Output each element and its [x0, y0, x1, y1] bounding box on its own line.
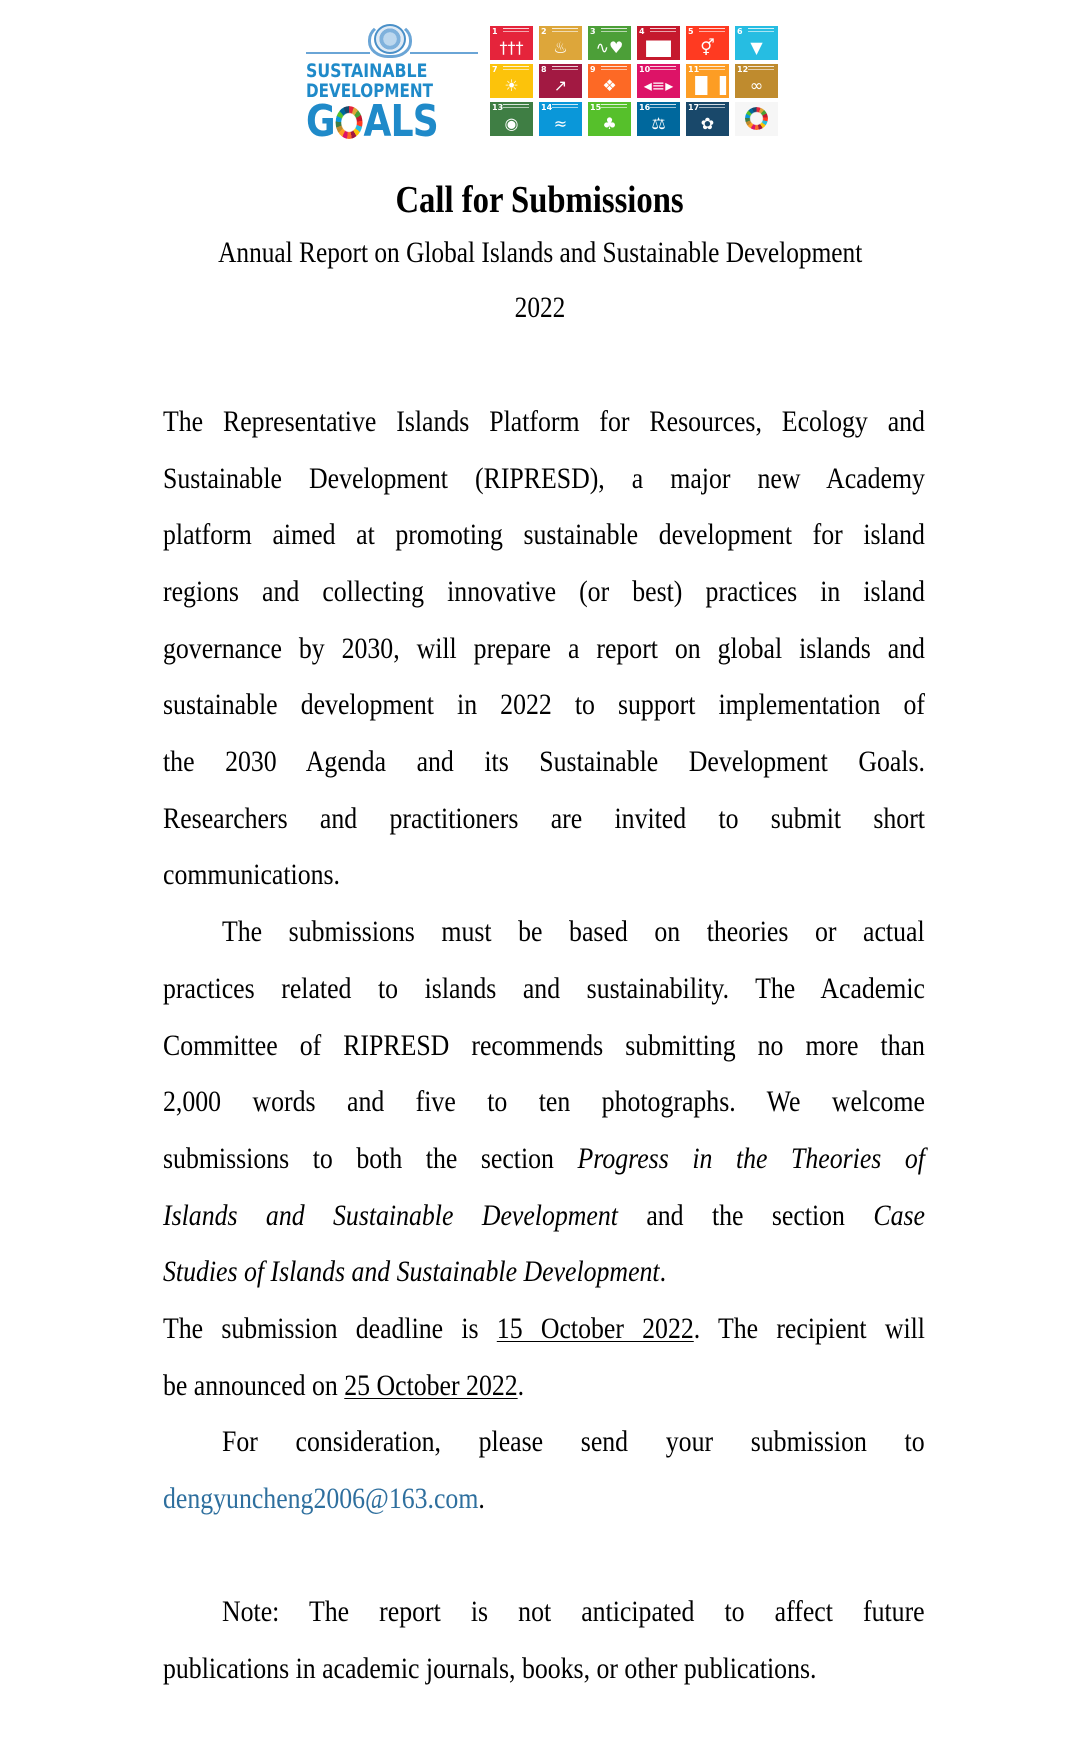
- section-title-case-cont: Studies of Islands and Sustainable Development: [163, 1255, 660, 1288]
- page-title: [0, 180, 1080, 220]
- sdg-tile-14: [539, 102, 582, 136]
- city-icon: ▐▌▐: [689, 76, 726, 95]
- line-text: .: [659, 1255, 667, 1288]
- people-icon: †††: [499, 38, 524, 57]
- sdg-tile-7: [490, 64, 533, 98]
- tile-number: 17: [688, 103, 700, 112]
- sdg-tile-10: [637, 64, 680, 98]
- text-line: [163, 1199, 925, 1233]
- logo-rule-left: [306, 52, 370, 54]
- tile-number: 12: [737, 65, 749, 74]
- text-line: [163, 1482, 925, 1516]
- text-line: For consideration, please send your submission to: [222, 1425, 925, 1458]
- text-line: [163, 1369, 925, 1403]
- goals-als: ALS: [363, 96, 438, 147]
- sdg-tile-1: [490, 26, 533, 60]
- report-year: [0, 291, 1080, 325]
- tile-number: 1: [492, 27, 498, 36]
- tile-number: 14: [541, 103, 553, 112]
- tile-number: 5: [688, 27, 694, 36]
- text-line: Committee of RIPRESD recommends submitting no more than: [163, 1029, 925, 1062]
- text-line: Researchers and practitioners are invited to submit short: [163, 802, 925, 835]
- text-line: governance by 2030, will prepare a report on global islands and: [163, 632, 925, 665]
- tile-number: 8: [541, 65, 547, 74]
- sdg-logo: [300, 18, 792, 147]
- eye-globe-icon: ◉: [504, 114, 519, 133]
- text-line: The Representative Islands Platform for Resources, Ecology and: [163, 405, 925, 438]
- tile-number: 9: [590, 65, 596, 74]
- text-line: 2,000 words and five to ten photographs. We welcome: [163, 1085, 925, 1118]
- tile-number: 7: [492, 65, 498, 74]
- text-line: [163, 1255, 925, 1289]
- text-line: practices related to islands and sustainability. The Academic: [163, 972, 925, 1005]
- sdg-tile-2: [539, 26, 582, 60]
- heartbeat-icon: ∿♥: [595, 38, 624, 57]
- sdg-tile-6: [735, 26, 778, 60]
- tile-number: 15: [590, 103, 602, 112]
- tree-icon: ♣: [602, 114, 617, 133]
- tile-number: 4: [639, 27, 645, 36]
- sdg-tile-16: [637, 102, 680, 136]
- tile-number: 10: [639, 65, 651, 74]
- line-text: .: [478, 1482, 485, 1515]
- sdg-color-wheel-icon: [336, 106, 363, 139]
- sdg-tile-grid: [490, 26, 790, 140]
- line-text: and the section: [646, 1199, 874, 1232]
- sdg-tile-12: [735, 64, 778, 98]
- section-title-progress: Progress in the Theories of: [577, 1142, 925, 1175]
- tile-number: 3: [590, 27, 596, 36]
- text-line: regions and collecting innovative (or best) practices in island: [163, 575, 925, 608]
- logo-word-sustainable: SUSTAINABLE: [306, 60, 428, 82]
- tile-number: 2: [541, 27, 547, 36]
- sun-icon: ☀: [504, 76, 519, 95]
- sdg-tile-3: [588, 26, 631, 60]
- section-title-progress-cont: Islands and Sustainable Development: [163, 1199, 618, 1232]
- announcement-date: 25 October 2022: [344, 1369, 518, 1402]
- un-emblem-icon: [374, 24, 406, 54]
- report-subtitle: [0, 236, 1080, 270]
- equality-icon: ◂≡▸: [643, 76, 674, 95]
- gender-icon: ⚥: [700, 38, 715, 57]
- text-line: the 2030 Agenda and its Sustainable Development Goals.: [163, 745, 925, 778]
- section-title-case: Case: [873, 1199, 925, 1232]
- line-text: The submission deadline is: [163, 1312, 497, 1345]
- sdg-tile-17: [686, 102, 729, 136]
- sdg-tile-9: [588, 64, 631, 98]
- logo-rule-right: [410, 52, 478, 54]
- text-line: [163, 1142, 925, 1176]
- logo-word-development: DEVELOPMENT: [306, 80, 433, 102]
- fish-waves-icon: ≈: [553, 114, 568, 133]
- sdg-color-wheel-icon: [745, 107, 768, 130]
- email-link[interactable]: dengyuncheng2006@163.com: [163, 1482, 479, 1515]
- sdg-tile-15: [588, 102, 631, 136]
- infinity-icon: ∞: [749, 76, 764, 95]
- sdg-tile-wheel: [735, 102, 778, 136]
- line-text: .: [517, 1369, 525, 1402]
- text-line: platform aimed at promoting sustainable development for island: [163, 518, 925, 551]
- sdg-tile-5: [686, 26, 729, 60]
- text-line: [163, 1312, 925, 1346]
- text-line: The submissions must be based on theories or actual: [222, 915, 925, 948]
- deadline-date: 15 October 2022: [496, 1312, 694, 1345]
- text-line: Note: The report is not anticipated to affect future: [222, 1595, 925, 1628]
- text-line: publications in academic journals, books, or other publications.: [163, 1652, 817, 1685]
- sdg-tile-11: [686, 64, 729, 98]
- bowl-icon: ♨: [553, 38, 568, 57]
- tile-number: 11: [688, 65, 700, 74]
- sdg-tile-8: [539, 64, 582, 98]
- book-icon: ▇▇: [646, 38, 671, 57]
- water-glass-icon: ▼: [750, 38, 763, 57]
- line-text: . The recipient will: [693, 1312, 925, 1345]
- dove-gavel-icon: ⚖: [651, 114, 666, 133]
- partnership-flower-icon: ✿: [700, 114, 715, 133]
- text-line: communications.: [163, 858, 340, 891]
- line-text: be announced on: [163, 1369, 345, 1402]
- tile-number: 16: [639, 103, 651, 112]
- tile-number: 6: [737, 27, 743, 36]
- line-text: submissions to both the section: [163, 1142, 578, 1175]
- text-line: Sustainable Development (RIPRESD), a major new Academy: [163, 462, 925, 495]
- text-line: sustainable development in 2022 to support implementation of: [163, 688, 925, 721]
- cubes-icon: ❖: [602, 76, 617, 95]
- growth-chart-icon: ↗: [553, 76, 568, 95]
- logo-word-goals: [306, 96, 438, 147]
- goals-g: G: [306, 96, 335, 147]
- sdg-tile-13: [490, 102, 533, 136]
- tile-number: 13: [492, 103, 504, 112]
- sdg-tile-4: [637, 26, 680, 60]
- year-text: 2022: [514, 291, 566, 324]
- title-text: Call for Submissions: [395, 179, 685, 221]
- subtitle-text: Annual Report on Global Islands and Sustainable Development: [217, 236, 863, 269]
